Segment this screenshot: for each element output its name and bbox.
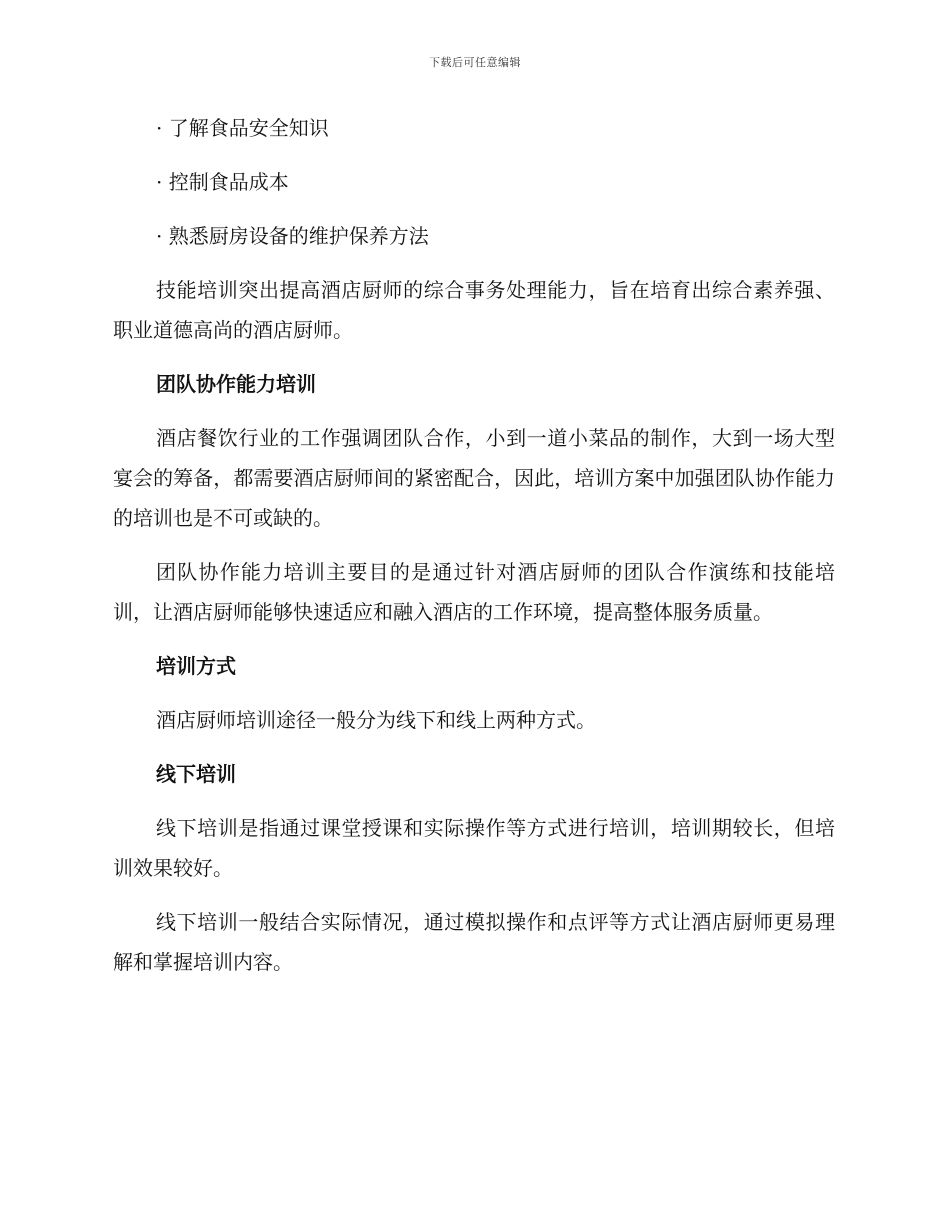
bullet-food-cost: · 控制食品成本 — [156, 170, 289, 194]
paragraph-team-2: 团队协作能力培训主要目的是通过针对酒店厨师的团队合作演练和技能培训，让酒店厨师能够快速适应和融入酒店的工作环境，提高整体服务质量。 — [113, 560, 835, 624]
heading-team-training: 团队协作能力培训 — [156, 372, 316, 396]
paragraph-offline-2: 线下培训一般结合实际情况，通过模拟操作和点评等方式让酒店厨师更易理解和掌握培训内容。 — [113, 910, 835, 974]
paragraph-training-method: 酒店厨师培训途径一般分为线下和线上两种方式。 — [156, 708, 596, 732]
bullet-food-safety: · 了解食品安全知识 — [156, 116, 329, 140]
heading-offline-training: 线下培训 — [156, 762, 236, 786]
paragraph-team-1: 酒店餐饮行业的工作强调团队合作，小到一道小菜品的制作，大到一场大型宴会的筹备，都需要酒店厨师间的紧密配合，因此，培训方案中加强团队协作能力的培训也是不可或缺的。 — [113, 426, 835, 530]
document-body — [113, 108, 835, 996]
paragraph-skill-summary: 技能培训突出提高酒店厨师的综合事务处理能力，旨在培育出综合素养强、职业道德高尚的酒店厨师。 — [113, 278, 835, 342]
bullet-equipment-maintenance: · 熟悉厨房设备的维护保养方法 — [156, 224, 429, 248]
heading-training-method: 培训方式 — [156, 654, 236, 678]
paragraph-offline-1: 线下培训是指通过课堂授课和实际操作等方式进行培训，培训期较长，但培训效果较好。 — [113, 816, 835, 880]
page-header: 下载后可任意编辑 — [429, 56, 521, 69]
